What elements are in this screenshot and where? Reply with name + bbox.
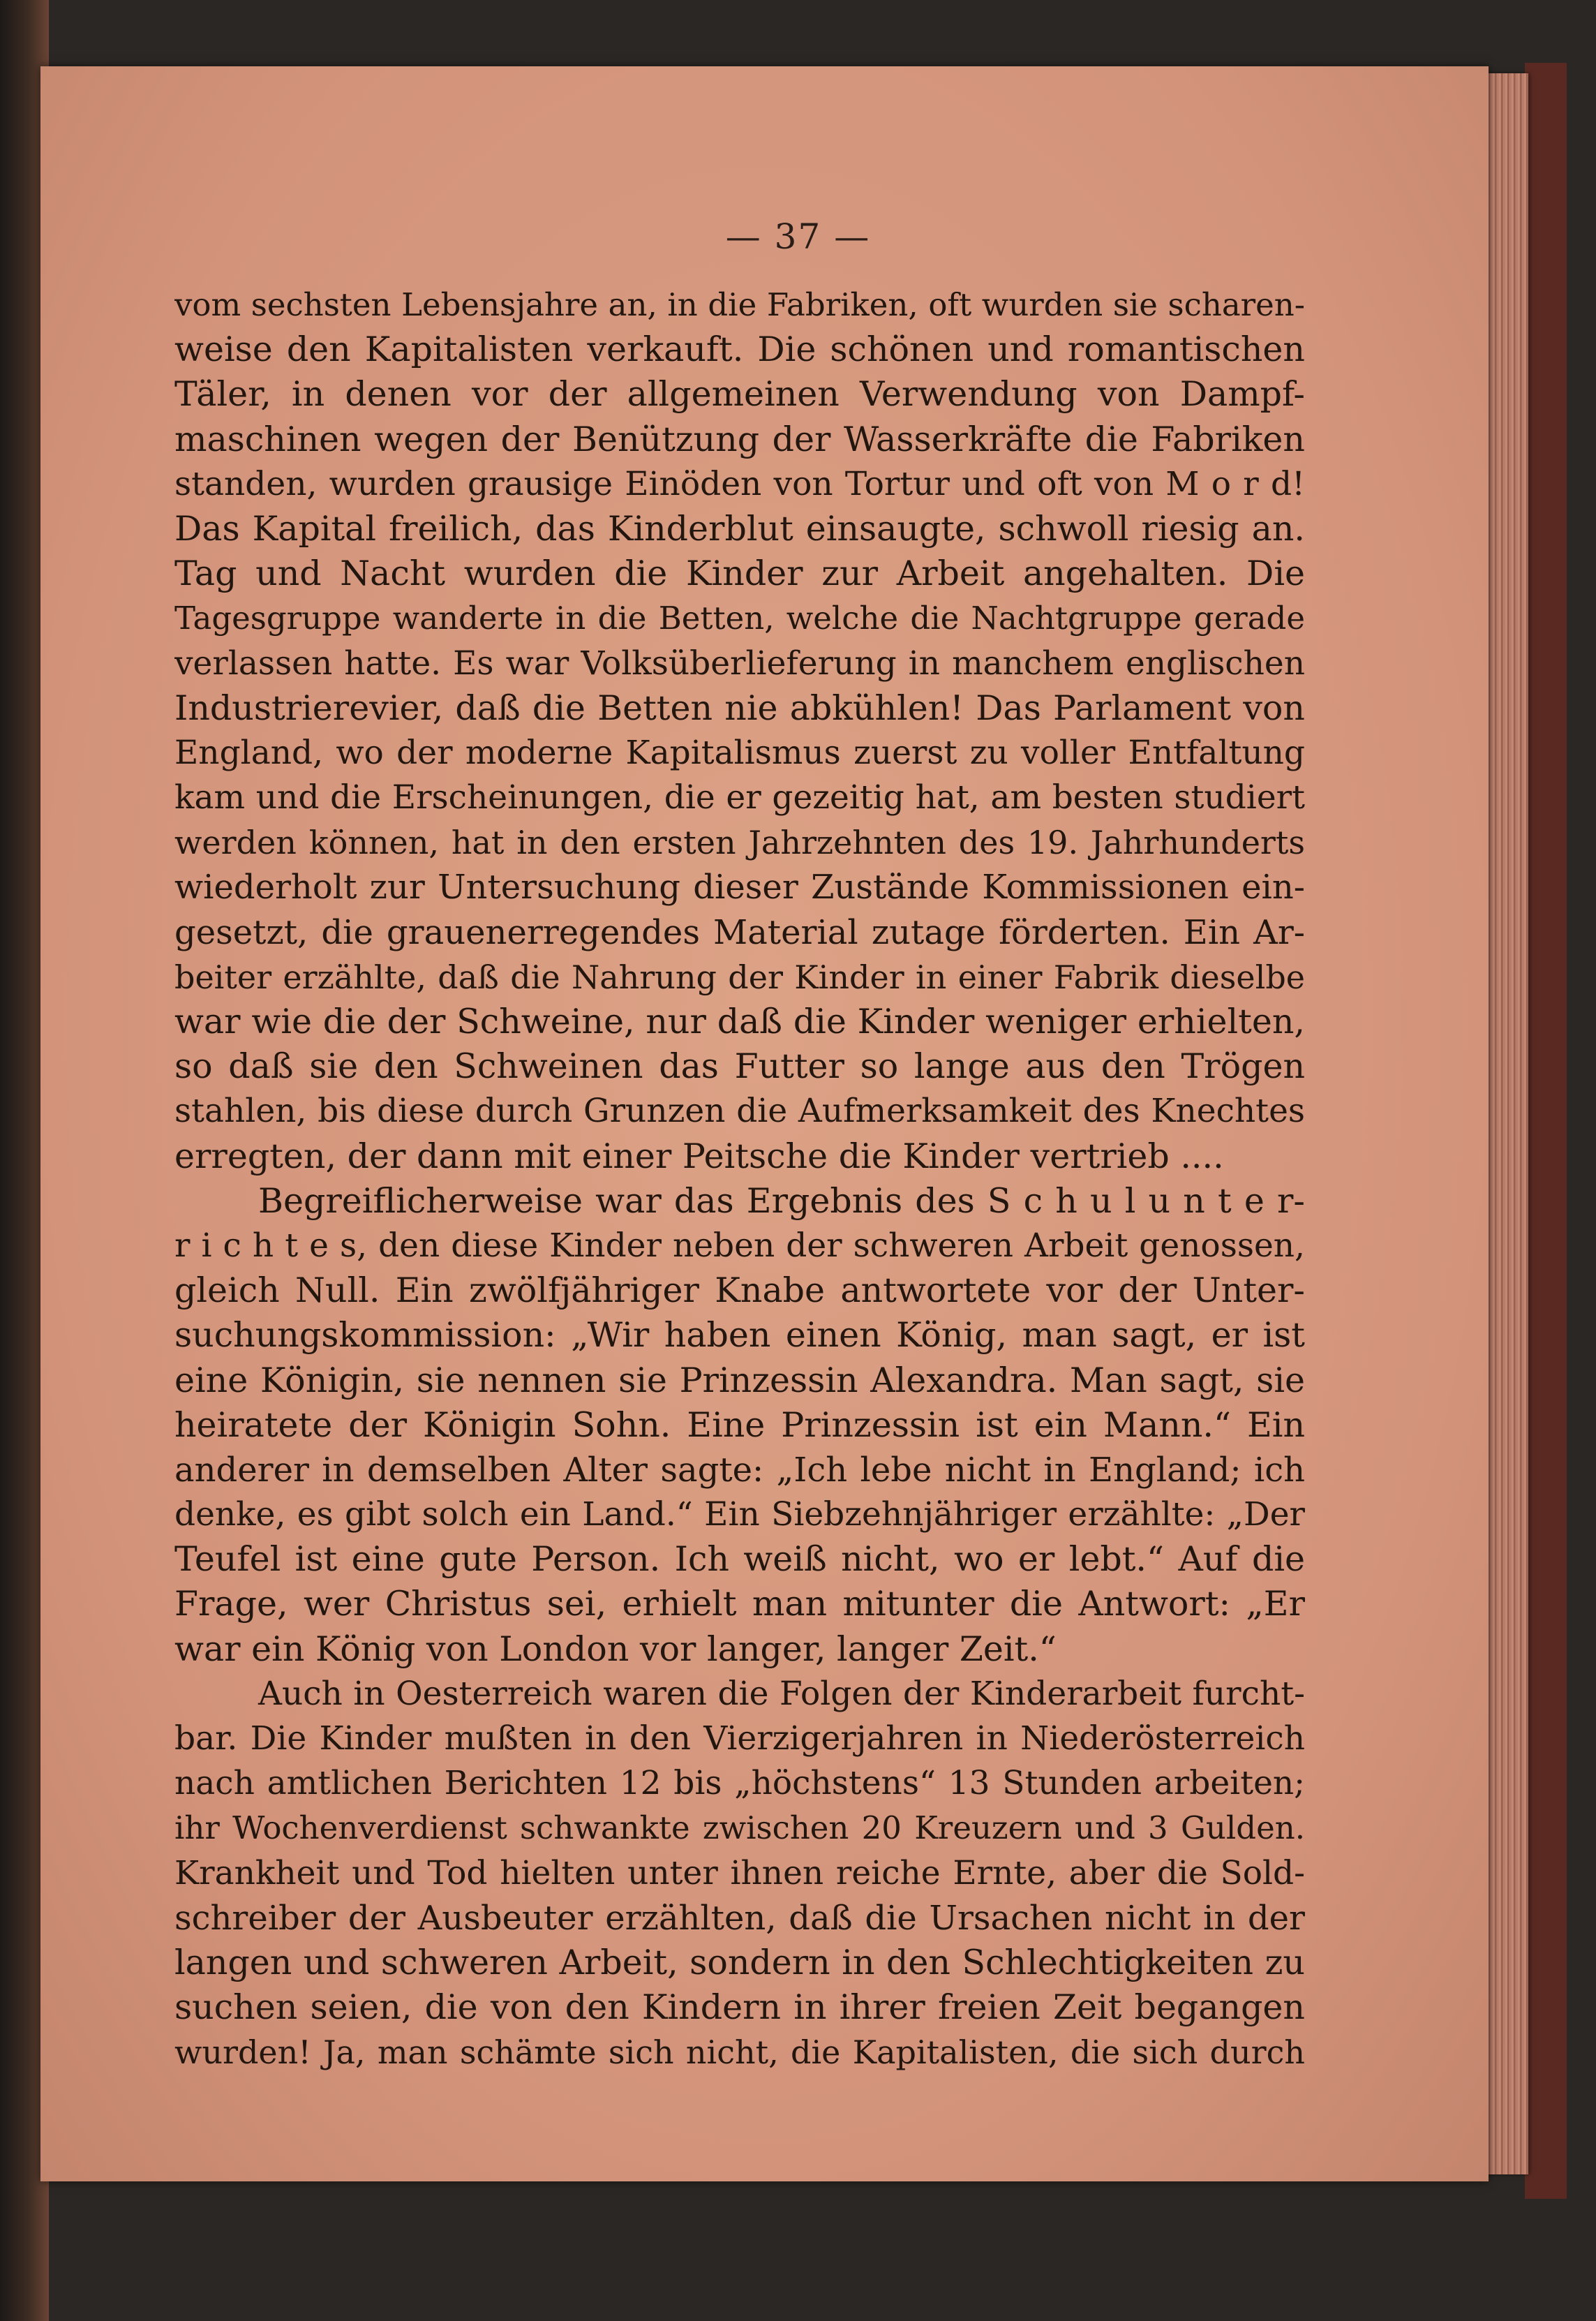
text-line: nach amtlichen Berichten 12 bis „höchstens“ 13 Stunden arbeiten;	[174, 1764, 1305, 1803]
text-line: denke, es gibt solch ein Land.“ Ein Siebzehnjähriger erzählte: „Der	[174, 1495, 1305, 1534]
text-line: vom sechsten Lebensjahre an, in die Fabriken, oft wurden sie scharen-	[174, 286, 1305, 323]
text-line: kam und die Erscheinungen, die er gezeitig hat, am besten studiert	[174, 778, 1305, 817]
text-line: r i c h t e s, den diese Kinder neben der schweren Arbeit genossen,	[174, 1226, 1305, 1265]
text-line: Begreiflicherweise war das Ergebnis des S c h u l u n t e r-	[258, 1180, 1305, 1221]
text-line: Auch in Oesterreich waren die Folgen der Kinderarbeit furcht-	[258, 1674, 1305, 1713]
text-line: langen und schweren Arbeit, sondern in den Schlechtigkeiten zu	[174, 1942, 1305, 1982]
text-line: werden können, hat in den ersten Jahrzehnten des 19. Jahrhunderts	[174, 824, 1305, 862]
text-line: England, wo der moderne Kapitalismus zuerst zu voller Entfaltung	[174, 733, 1305, 772]
text-line: Teufel ist eine gute Person. Ich weiß nicht, wo er lebt.“ Auf die	[174, 1539, 1305, 1580]
body-text	[174, 283, 1305, 2075]
text-line: verlassen hatte. Es war Volksüberlieferung in manchem englischen	[174, 644, 1305, 683]
text-line: eine Königin, sie nennen sie Prinzessin Alexandra. Man sagt, sie	[174, 1360, 1305, 1400]
text-line: schreiber der Ausbeuter erzählten, daß die Ursachen nicht in der	[174, 1898, 1305, 1938]
text-line: gesetzt, die grauenerregendes Material zutage förderten. Ein Ar-	[174, 912, 1305, 952]
book-cover-edge	[1525, 63, 1567, 2199]
text-line: ihr Wochenverdienst schwankte zwischen 20 Kreuzern und 3 Gulden.	[174, 1809, 1305, 1847]
text-line: standen, wurden grausige Einöden von Tortur und oft von M o r d!	[174, 464, 1305, 503]
text-line: war wie die der Schweine, nur daß die Kinder weniger erhielten,	[174, 1002, 1305, 1041]
text-line: weise den Kapitalisten verkauft. Die schönen und romantischen	[174, 329, 1305, 370]
text-line: Tag und Nacht wurden die Kinder zur Arbeit angehalten. Die	[174, 554, 1305, 594]
text-line: war ein König von London vor langer, langer Zeit.“	[174, 1629, 1057, 1669]
text-line: suchen seien, die von den Kindern in ihrer freien Zeit begangen	[174, 1987, 1305, 2028]
text-line: stahlen, bis diese durch Grunzen die Aufmerksamkeit des Knechtes	[174, 1092, 1305, 1131]
text-line: erregten, der dann mit einer Peitsche die Kinder vertrieb ....	[174, 1136, 1224, 1176]
text-line: beiter erzählte, daß die Nahrung der Kinder in einer Fabrik dieselbe	[174, 958, 1305, 996]
text-line: maschinen wegen der Benützung der Wasserkräfte die Fabriken	[174, 419, 1305, 459]
page-number: — 37 —	[725, 216, 871, 257]
text-line: wiederholt zur Untersuchung dieser Zustände Kommissionen ein-	[174, 868, 1305, 907]
text-line: so daß sie den Schweinen das Futter so lange aus den Trögen	[174, 1046, 1305, 1087]
text-line: heiratete der Königin Sohn. Eine Prinzessin ist ein Mann.“ Ein	[174, 1404, 1305, 1445]
text-line: anderer in demselben Alter sagte: „Ich lebe nicht in England; ich	[174, 1450, 1305, 1490]
text-line: bar. Die Kinder mußten in den Vierzigerjahren in Niederösterreich	[174, 1719, 1305, 1758]
text-line: Tagesgruppe wanderte in die Betten, welche die Nachtgruppe gerade	[174, 600, 1305, 637]
text-line: Industrierevier, daß die Betten nie abkühlen! Das Parlament von	[174, 688, 1305, 728]
text-line: suchungskommission: „Wir haben einen König, man sagt, er ist	[174, 1315, 1305, 1356]
text-line: Krankheit und Tod hielten unter ihnen reiche Ernte, aber die Sold-	[174, 1853, 1305, 1892]
text-line: Täler, in denen vor der allgemeinen Verwendung von Dampf-	[174, 374, 1305, 415]
text-line: Das Kapital freilich, das Kinderblut einsaugte, schwoll riesig an.	[174, 508, 1305, 549]
text-line: Frage, wer Christus sei, erhielt man mitunter die Antwort: „Er	[174, 1584, 1305, 1624]
text-line: wurden! Ja, man schämte sich nicht, die Kapitalisten, die sich durch	[174, 2033, 1305, 2072]
text-line: gleich Null. Ein zwölfjähriger Knabe antwortete vor der Unter-	[174, 1270, 1305, 1311]
